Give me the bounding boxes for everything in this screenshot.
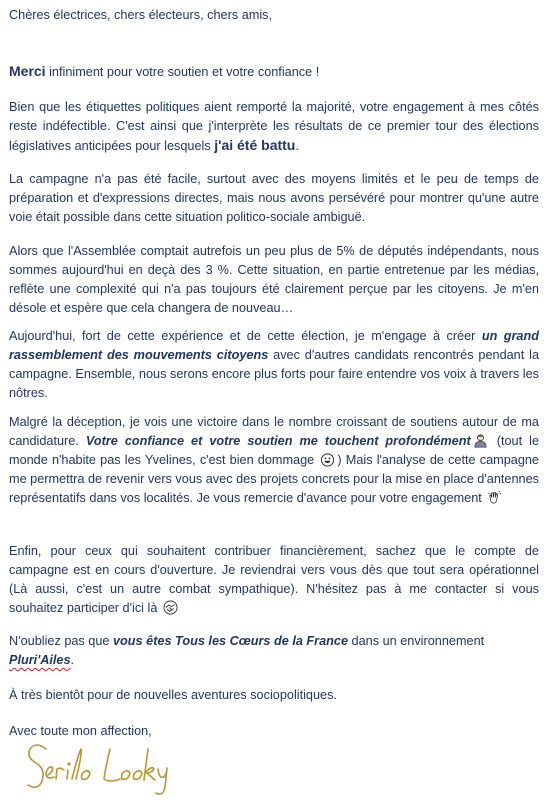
support-emphasis: Votre confiance et votre soutien me touchent profondément xyxy=(85,434,471,448)
brand-name: Pluri'Ailes xyxy=(9,653,71,667)
gathering-before: Aujourd'hui, fort de cette expérience et de cette élection, je m'engage à créer xyxy=(9,329,482,343)
paragraph-support xyxy=(9,413,539,508)
paragraph-farewell: À très bientôt pour de nouvelles aventures sociopolitiques. xyxy=(9,688,337,702)
clapping-hands-icon xyxy=(487,490,502,505)
results-end: . xyxy=(295,139,299,153)
paragraph-campaign: La campagne n'a pas été facile, surtout avec des moyens limités et le peu de temps de préparation et d'expressions directes, mais nous avons persévéré pour montrer qu'une autre voie était possible dans cette situation politico-sociale ambiguë. xyxy=(9,172,539,224)
support-aside: (tout le monde n'habite pas les Yvelines, c'est bien dommage xyxy=(9,434,540,467)
paragraph-results xyxy=(9,98,539,156)
gathering-after: avec d'autres candidats rencontrés pendant la campagne. Ensemble, nous serons encore plus forts pour faire entendre vos voix à travers les nôtres. xyxy=(9,348,539,400)
funding-text: Enfin, pour ceux qui souhaitent contribuer financièrement, sachez que le compte de campagne est en cours d'ouverture. Je reviendrai vers vous dès que tout sera opérationnel (Là aussi, c'est un autre combat sympathique). N'hésitez pas à me contacter si vous souhaitez participer d'ici là xyxy=(9,544,539,615)
support-after: ) Mais l'analyse de cette campagne me permettra de revenir vers vous avec des projets concrets pour la mise en place d'antennes représentatifs dans vos localités. Je vous remercie d'avance pour votre engagement xyxy=(9,453,539,505)
defeat-phrase: j'ai été battu xyxy=(214,137,296,153)
paragraph-thanks xyxy=(9,62,539,82)
greeting: Chères électrices, chers électeurs, chers amis, xyxy=(9,8,273,22)
handwritten-signature xyxy=(24,735,184,805)
thanks-text: infiniment pour votre soutien et votre confiance ! xyxy=(45,65,320,79)
results-text: Bien que les étiquettes politiques aient remporté la majorité, votre engagement à mes côtés reste indéfectible. C'est ainsi que j'interprète les résultats de ce premier tour des élections législatives anticipées pour lesquels xyxy=(9,100,539,153)
closing-line: Avec toute mon affection, xyxy=(9,724,152,738)
paragraph-hearts xyxy=(9,632,539,670)
hearts-end: . xyxy=(70,653,75,667)
gathering-emphasis: un grand rassemblement des mouvements citoyens xyxy=(9,329,539,362)
paragraph-gathering xyxy=(9,327,539,403)
hearts-emphasis: vous êtes Tous les Cœurs de la France xyxy=(113,634,349,648)
person-icon xyxy=(473,433,488,448)
grinning-face-sweat-icon xyxy=(320,452,335,467)
handshake-icon xyxy=(163,600,178,615)
thanks-word: Merci xyxy=(9,63,46,79)
paragraph-funding xyxy=(9,542,539,618)
hearts-before: N'oubliez pas que xyxy=(9,634,113,648)
paragraph-independents: Alors que l'Assemblée comptait autrefois un peu plus de 5% de députés indépendants, nous sommes aujourd'hui en deçà des 3 %. Cette situation, en partie entretenue par les médias, reflète une complexité qui n'a pas toujours été clairement perçue par les citoyens. Je m'en désole et espère que cela changera de nouveau… xyxy=(9,244,539,315)
support-before: Malgré la déception, je vois une victoire dans le nombre croissant de soutiens autour de ma candidature. xyxy=(9,415,539,448)
hearts-mid: dans un environnement xyxy=(348,634,485,648)
